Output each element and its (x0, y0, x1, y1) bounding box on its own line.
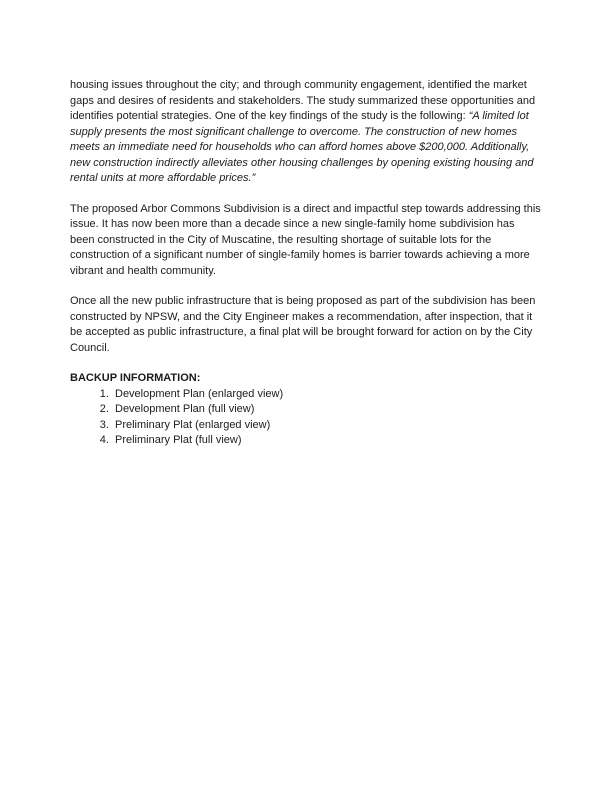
paragraph-arbor-commons: The proposed Arbor Commons Subdivision is a direct and impactful step towards addressing this issue. It has now been more than a decade since a new single-family home subdivision has been constructed in the City of Muscatine, the resulting shortage of suitable lots for the construction of a significant number of single-family homes is barrier towards achieving a more vibrant and health community. (70, 202, 541, 277)
list-item-preliminary-plat-full: 4. Preliminary Plat (full view) (112, 433, 542, 449)
backup-information-list (70, 387, 542, 449)
study-findings-quote: “A limited lot supply presents the most significant challenge to overcome. The construction of new homes meets an immediate need for households who can afford homes above $200,000. Additionally, new construction indirectly alleviates other housing challenges by opening existing housing and rental units at more affordable prices.” (70, 110, 534, 184)
paragraph-public-infrastructure: Once all the new public infrastructure that is being proposed as part of the subdivision has been constructed by NPSW, and the City Engineer makes a recommendation, after inspection, that it be accepted as public infrastructure, a final plat will be brought forward for action on by the City Council. (70, 295, 536, 354)
list-item-preliminary-plat-enlarged: 3. Preliminary Plat (enlarged view) (112, 418, 542, 434)
list-item-development-plan-full: 2. Development Plan (full view) (112, 402, 542, 418)
paragraph-housing-study (70, 78, 542, 187)
list-item-development-plan-enlarged: 1. Development Plan (enlarged view) (112, 387, 542, 403)
backup-information-heading: BACKUP INFORMATION: (70, 372, 201, 384)
housing-study-lead-text: housing issues throughout the city; and through community engagement, identified the market gaps and desires of residents and stakeholders. The study summarized these opportunities and identifies potential strategies. One of the key findings of the study is the following: (70, 79, 536, 122)
